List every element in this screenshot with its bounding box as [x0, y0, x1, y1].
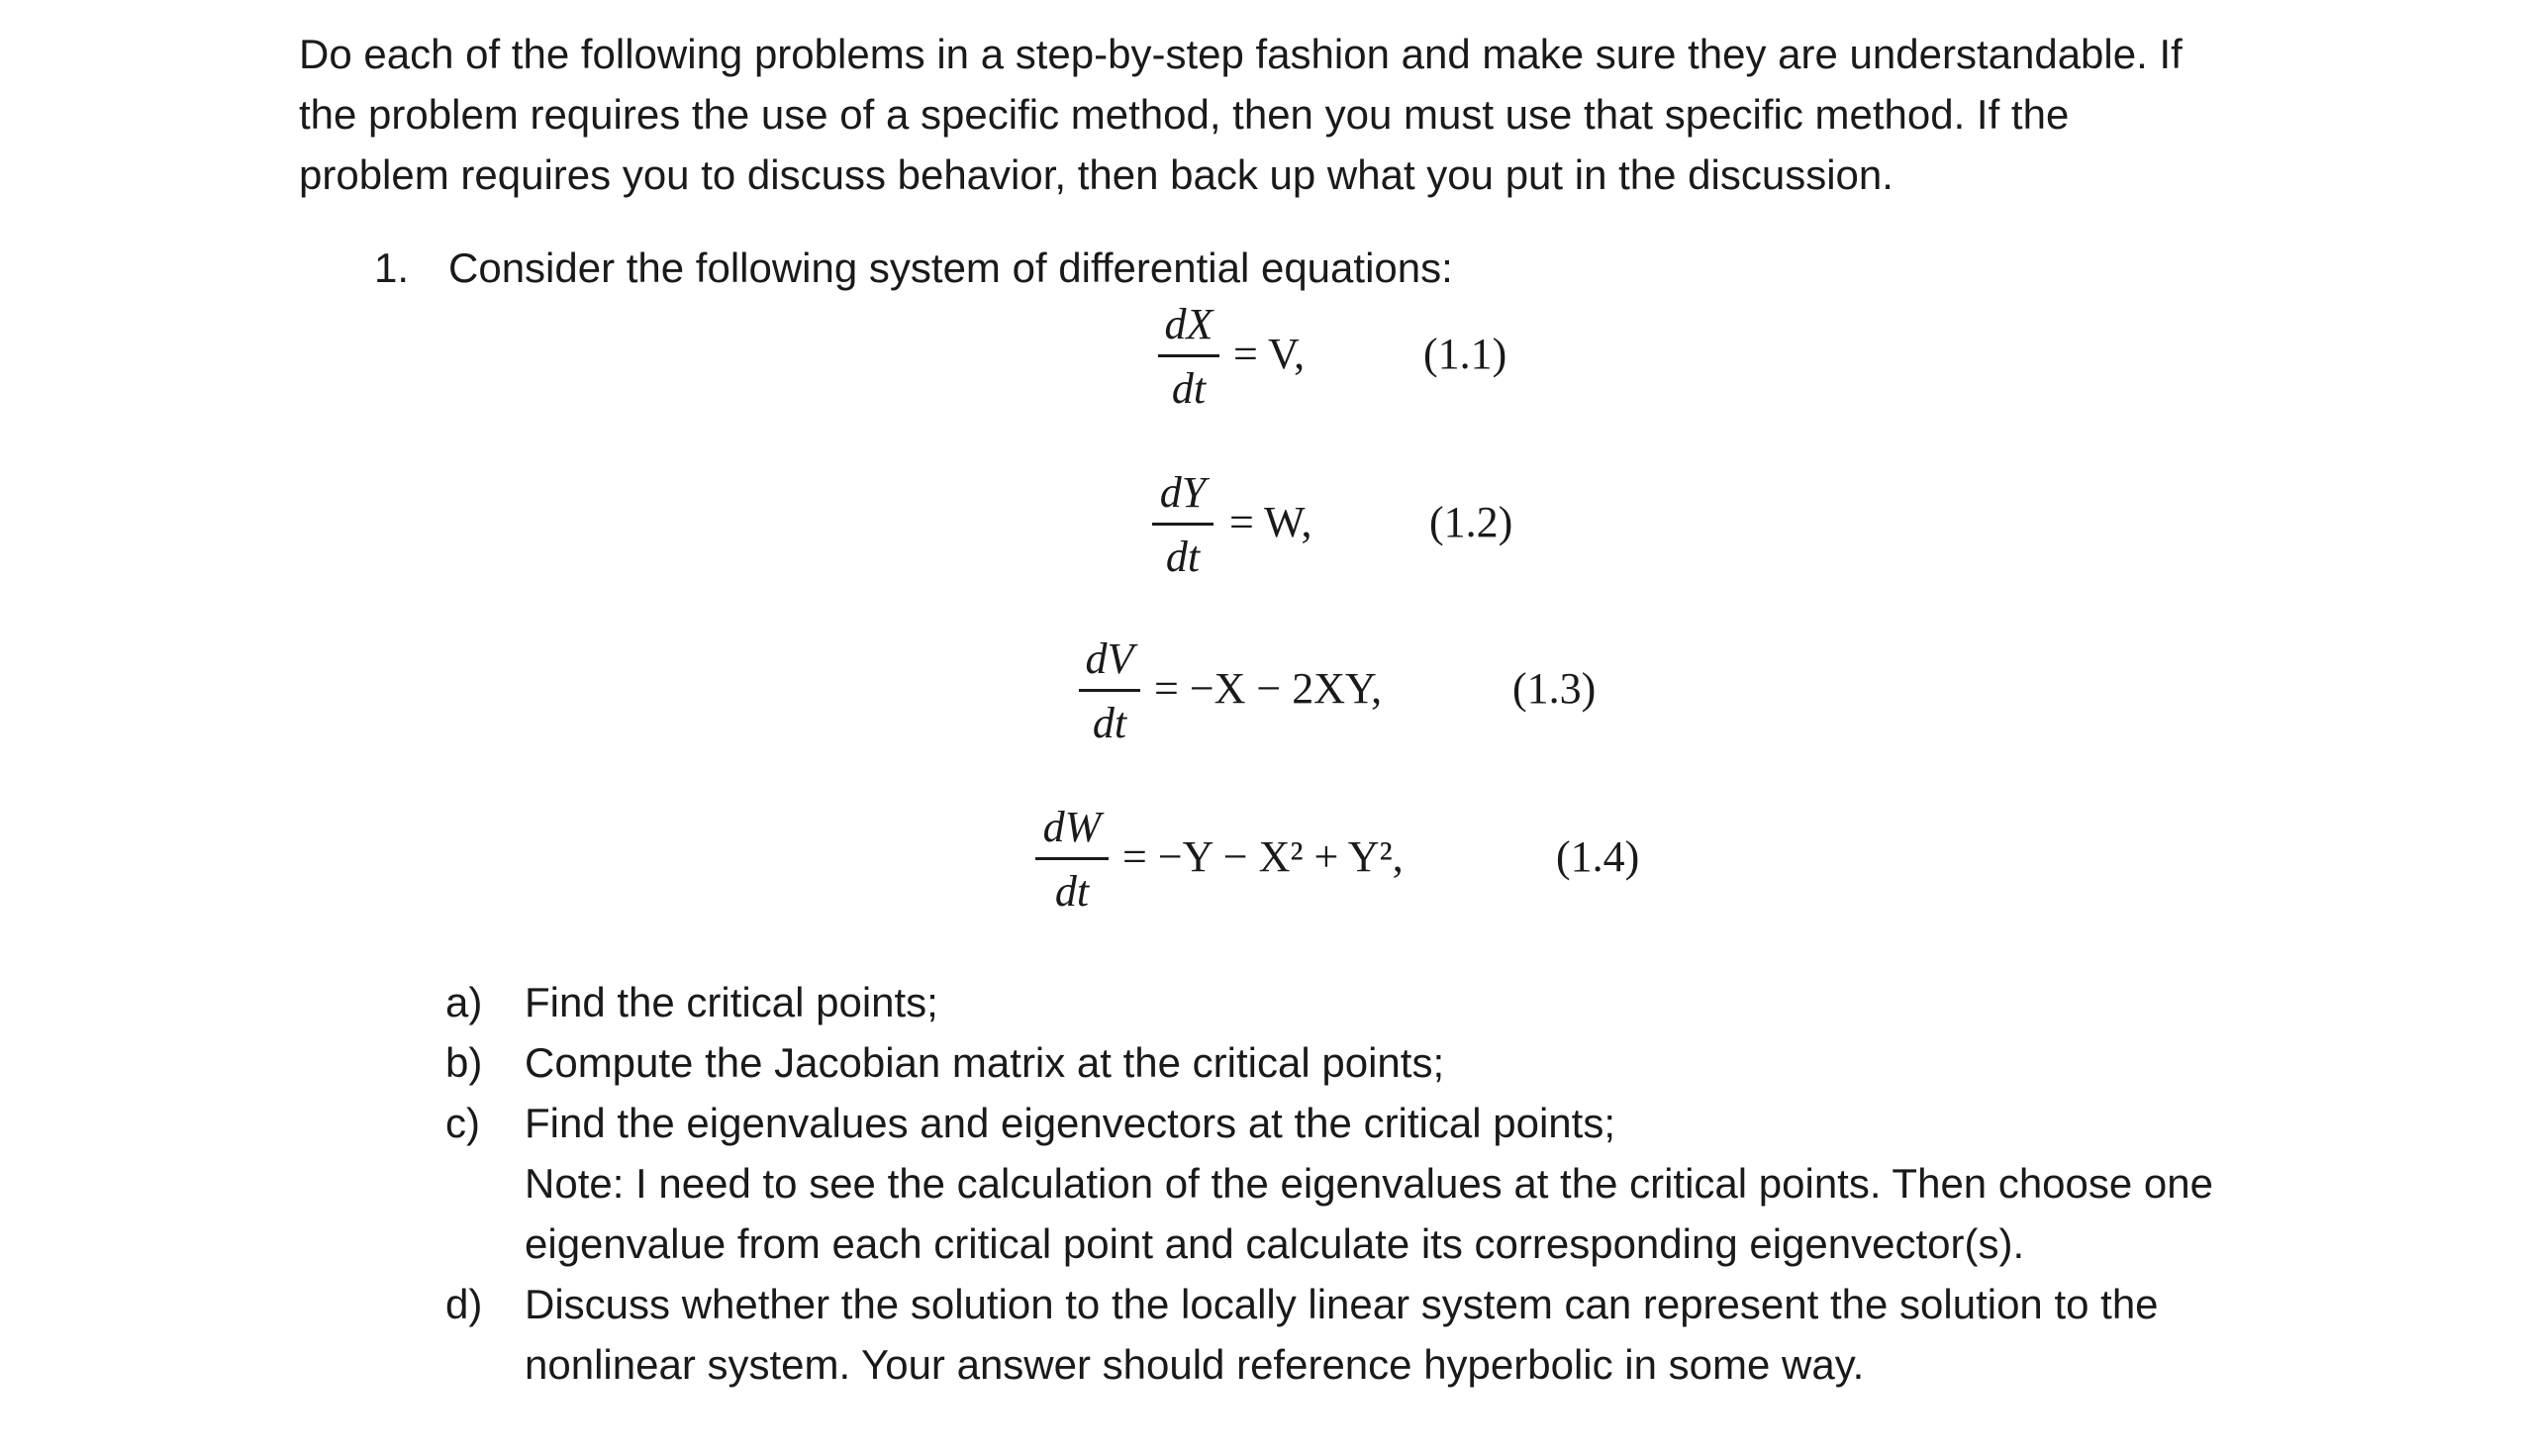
fraction-bar — [1035, 857, 1109, 860]
subquestion-note: eigenvalue from each critical point and calculate its corresponding eigenvector(s). — [525, 1220, 2025, 1267]
equation-rhs — [1154, 663, 1382, 714]
equation-1-4 — [1035, 802, 1728, 921]
fraction-bar — [1152, 523, 1213, 526]
equation-number: (1.2) — [1429, 498, 1513, 546]
fraction-numerator: dY — [1159, 468, 1207, 517]
equation-1-1 — [1158, 299, 1653, 418]
fraction-numerator: dX — [1164, 300, 1213, 348]
subquestion-d — [445, 1274, 2213, 1395]
equation-rhs: = V, — [1233, 330, 1306, 378]
subquestion-text: Find the eigenvalues and eigenvectors at the critical points; — [525, 1100, 1615, 1146]
subquestion-text: Discuss whether the solution to the locally linear system can represent the solution to the — [525, 1281, 2159, 1327]
fraction-numerator: dV — [1085, 634, 1134, 683]
subquestion-letter: a) — [445, 979, 483, 1025]
fraction-bar — [1158, 354, 1219, 357]
equation-number: (1.4) — [1556, 832, 1640, 881]
derivative-fraction — [1158, 299, 1219, 415]
derivative-fraction — [1152, 467, 1213, 583]
subquestion-b — [445, 1032, 2213, 1093]
equation-1-3 — [1079, 633, 1673, 752]
subquestion-a — [445, 972, 2213, 1032]
derivative-fraction — [1035, 802, 1109, 918]
fraction-numerator: dW — [1042, 803, 1102, 851]
subquestion-letter: b) — [445, 1039, 483, 1086]
subquestion-letter: c) — [445, 1100, 480, 1146]
subquestion-text: nonlinear system. Your answer should reference hyperbolic in some way. — [525, 1341, 1865, 1388]
equation-rhs: = −Y − X² + Y², — [1122, 832, 1404, 881]
equation-number: (1.1) — [1423, 330, 1507, 378]
instructions-paragraph — [299, 24, 2279, 205]
fraction-denominator: dt — [1092, 699, 1127, 747]
fraction-denominator: dt — [1171, 364, 1207, 413]
subquestion-letter: d) — [445, 1281, 483, 1327]
subquestion-c — [445, 1093, 2213, 1274]
equation-1-2 — [1152, 467, 1647, 586]
equation-number: (1.3) — [1512, 664, 1597, 713]
problem-heading — [374, 243, 1453, 294]
fraction-denominator: dt — [1054, 867, 1090, 916]
subquestion-text: Find the critical points; — [525, 979, 938, 1025]
instructions-line: the problem requires the use of a specific method, then you must use that specific method. If the — [299, 91, 2070, 138]
subquestion-text: Compute the Jacobian matrix at the critical points; — [525, 1039, 1445, 1086]
equation-rhs: = W, — [1229, 498, 1312, 546]
equation-rhs-text: = −X − 2XY, — [1154, 664, 1383, 713]
fraction-bar — [1079, 689, 1140, 692]
subquestion-note: Note: I need to see the calculation of the eigenvalues at the critical points. Then choose one — [525, 1160, 2214, 1207]
subquestion-list — [445, 972, 2213, 1395]
instructions-line: problem requires you to discuss behavior, then back up what you put in the discussion. — [299, 151, 1893, 198]
problem-statement: Consider the following system of differential equations: — [448, 244, 1453, 291]
fraction-denominator: dt — [1165, 533, 1201, 581]
derivative-fraction — [1079, 633, 1140, 749]
instructions-line: Do each of the following problems in a step-by-step fashion and make sure they are understandable. If — [299, 31, 2183, 77]
problem-number: 1. — [374, 244, 410, 291]
